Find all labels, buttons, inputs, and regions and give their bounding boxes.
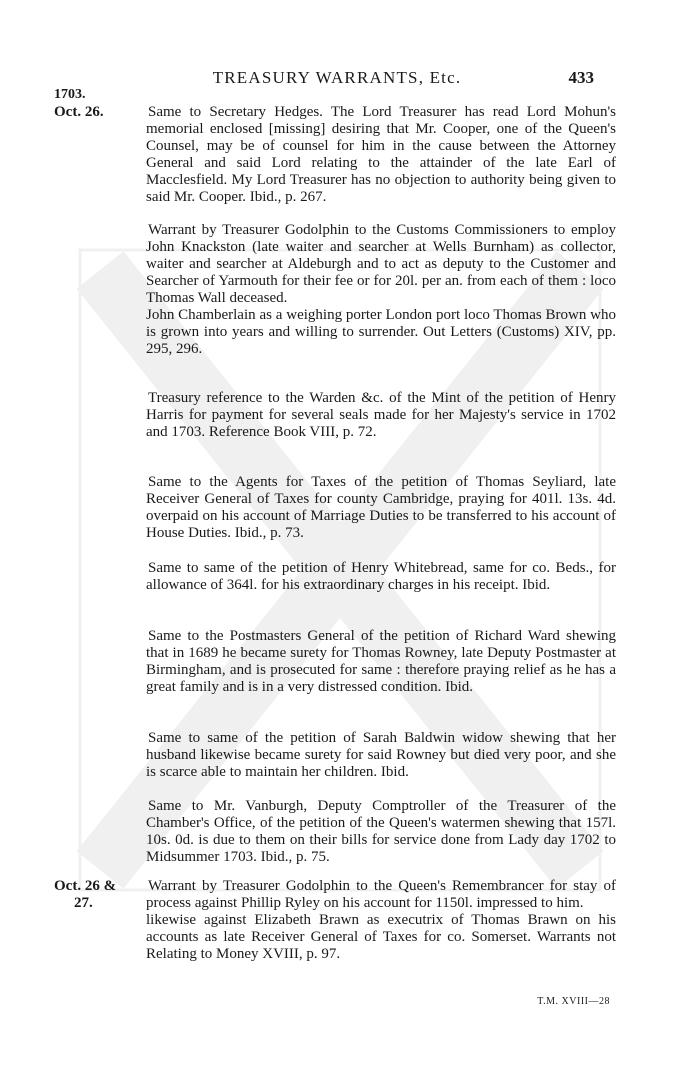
entry-5 (146, 560, 616, 594)
margin-date-oct-26-27 (54, 878, 116, 912)
entry-6 (146, 628, 616, 696)
entry-3 (146, 390, 616, 441)
entry-8 (146, 798, 616, 866)
page-number: 433 (568, 68, 594, 87)
entry-paragraph: Warrant by Treasurer Godolphin to the Queen's Remembrancer for stay of process against Phillip Ryley on his account for 1150l. impressed to him. (146, 878, 616, 911)
entry-1 (146, 104, 616, 206)
entry-4 (146, 474, 616, 542)
entry-paragraph: likewise against Elizabeth Brawn as executrix of Thomas Brawn on his accounts as late Receiver General of Taxes for co. Somerset. Warrants not Relating to Money XVIII, p. 97. (146, 912, 616, 962)
entry-paragraph: Same to same of the petition of Sarah Baldwin widow shewing that her husband likewise became surety for said Rowney but died very poor, and she is scarce able to maintain her children. Ibid. (146, 730, 616, 780)
entry-9 (146, 878, 616, 963)
entry-7 (146, 730, 616, 781)
entry-paragraph: Warrant by Treasurer Godolphin to the Customs Commissioners to employ John Knackston (late waiter and searcher at Wells Burnham) as collector, waiter and searcher at Aldeburgh and to act as deputy to the Customer and Searcher of Yarmouth for their fee or for 20l. per an. from each of them : loco Thomas Wall deceased. (146, 222, 616, 306)
margin-date-line: Oct. 26 & (54, 878, 117, 894)
margin-year: 1703. (54, 87, 86, 102)
entry-paragraph: Same to same of the petition of Henry Whitebread, same for co. Beds., for allowance of 364l. for his extraordinary charges in his receipt. Ibid. (146, 560, 616, 593)
margin-date-line: 27. (74, 895, 93, 911)
entry-2 (146, 222, 616, 358)
entry-paragraph: Same to Mr. Vanburgh, Deputy Comptroller of the Treasurer of the Chamber's Office, of the petition of the Queen's watermen shewing that 157l. 10s. 0d. is due to them on their bills for service done from Lady day 1702 to Midsummer 1703. Ibid., p. 75. (146, 798, 616, 865)
entry-paragraph: Treasury reference to the Warden &c. of the Mint of the petition of Henry Harris for payment for several seals made for her Majesty's service in 1702 and 1703. Reference Book VIII, p. 72. (146, 390, 616, 440)
entry-paragraph: Same to Secretary Hedges. The Lord Treasurer has read Lord Mohun's memorial enclosed [missing] desiring that Mr. Cooper, one of the Queen's Counsel, may be of counsel for him in the cause between the Attorney General and said Lord relating to the attainder of the late Earl of Macclesfield. My Lord Treasurer has no objection to authority being given to said Mr. Cooper. Ibid., p. 267. (146, 104, 616, 205)
margin-date-oct-26: Oct. 26. (54, 104, 104, 120)
running-header (0, 68, 674, 92)
entry-paragraph: John Chamberlain as a weighing porter London port loco Thomas Brown who is grown into years and willing to surrender. Out Letters (Customs) XIV, pp. 295, 296. (146, 307, 616, 357)
entry-paragraph: Same to the Agents for Taxes of the petition of Thomas Seyliard, late Receiver General of Taxes for county Cambridge, praying for 401l. 13s. 4d. overpaid on his account of Marriage Duties to be transferred to his account of House Duties. Ibid., p. 73. (146, 474, 616, 541)
footer-signature: T.M. XVIII—28 (537, 996, 610, 1007)
running-title: TREASURY WARRANTS, Etc. (212, 68, 462, 87)
entry-paragraph: Same to the Postmasters General of the petition of Richard Ward shewing that in 1689 he became surety for Thomas Rowney, late Deputy Postmaster at Birmingham, and is prosecuted for same : therefore praying relief as he has a great family and is in a very distressed condition. Ibid. (146, 628, 616, 695)
